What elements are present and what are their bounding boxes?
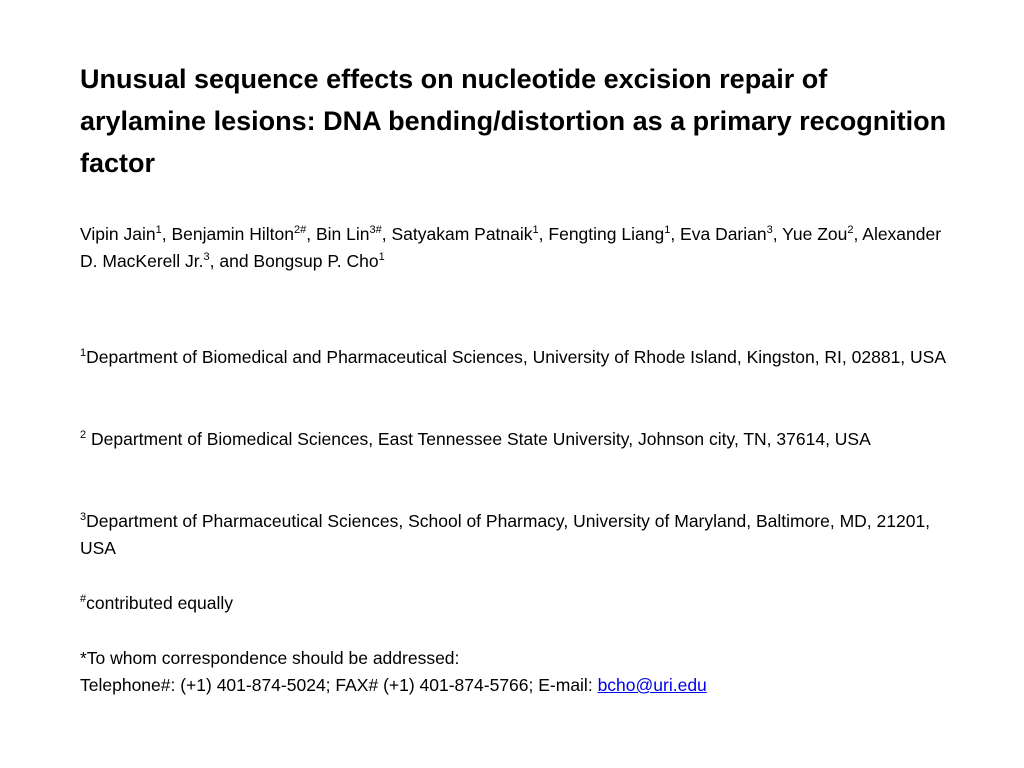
author [253,251,384,271]
affiliation-text: Department of Pharmaceutical Sciences, School of Pharmacy, University of Maryland, Baltimore, MD, 21201, USA [80,511,931,558]
author [782,224,862,244]
author-affiliation-marker: 3 [203,251,210,264]
author-separator: , [381,224,392,244]
author [548,224,680,244]
author-affiliation-marker: 1 [532,224,539,237]
author-affiliation-marker: 2# [294,224,307,237]
author [316,224,392,244]
contribution-note [80,590,960,617]
author-separator: , [772,224,783,244]
author-name: Benjamin Hilton [171,224,294,244]
affiliation [80,426,960,453]
author-affiliation-marker: 2 [847,224,854,237]
affiliation [80,344,960,371]
author-affiliation-marker: 1 [378,251,385,264]
author [171,224,316,244]
affiliation-text: Department of Biomedical Sciences, East Tennessee State University, Johnson city, TN, 37614, USA [86,429,871,449]
author-separator: , [306,224,316,244]
author-separator: , [161,224,172,244]
author-affiliation-marker: 1 [155,224,162,237]
author-name: Yue Zou [782,224,848,244]
correspondence [80,645,960,699]
affiliation-marker: 1 [80,347,87,360]
author-list [80,221,960,275]
affiliation-text: Department of Biomedical and Pharmaceutical Sciences, University of Rhode Island, Kingston, RI, 02881, USA [86,347,947,367]
author [391,224,548,244]
author-separator: , [538,224,549,244]
author-name: Alexander D. MacKerell Jr. [80,224,942,271]
author-name: Satyakam Patnaik [391,224,533,244]
contribution-text: contributed equally [86,593,234,613]
author-name: Bongsup P. Cho [253,251,379,271]
paper-title: Unusual sequence effects on nucleotide excision repair of arylamine lesions: DNA bending/distortion as a primary recognition factor [80,64,947,178]
author-separator: , [853,224,863,244]
author-affiliation-marker: 3 [766,224,773,237]
author [80,224,171,244]
correspondence-heading: *To whom correspondence should be addressed: [80,648,460,668]
author [680,224,782,244]
affiliation-marker: 2 [80,429,87,442]
contact-details: Telephone#: (+1) 401-874-5024; FAX# (+1) 401-874-5766; E-mail: [80,675,598,695]
email-link[interactable]: bcho@uri.edu [597,675,707,695]
affiliation-marker: 3 [80,511,87,524]
author-name: Bin Lin [315,224,370,244]
author-name: Eva Darian [680,224,767,244]
author-affiliation-marker: 3# [369,224,382,237]
author-separator: , [670,224,681,244]
author-affiliation-marker: 1 [664,224,671,237]
author-name: Vipin Jain [80,224,156,244]
author-name: Fengting Liang [548,224,665,244]
author-separator: , and [209,251,254,271]
affiliation [80,508,960,562]
contribution-marker: # [80,593,87,606]
